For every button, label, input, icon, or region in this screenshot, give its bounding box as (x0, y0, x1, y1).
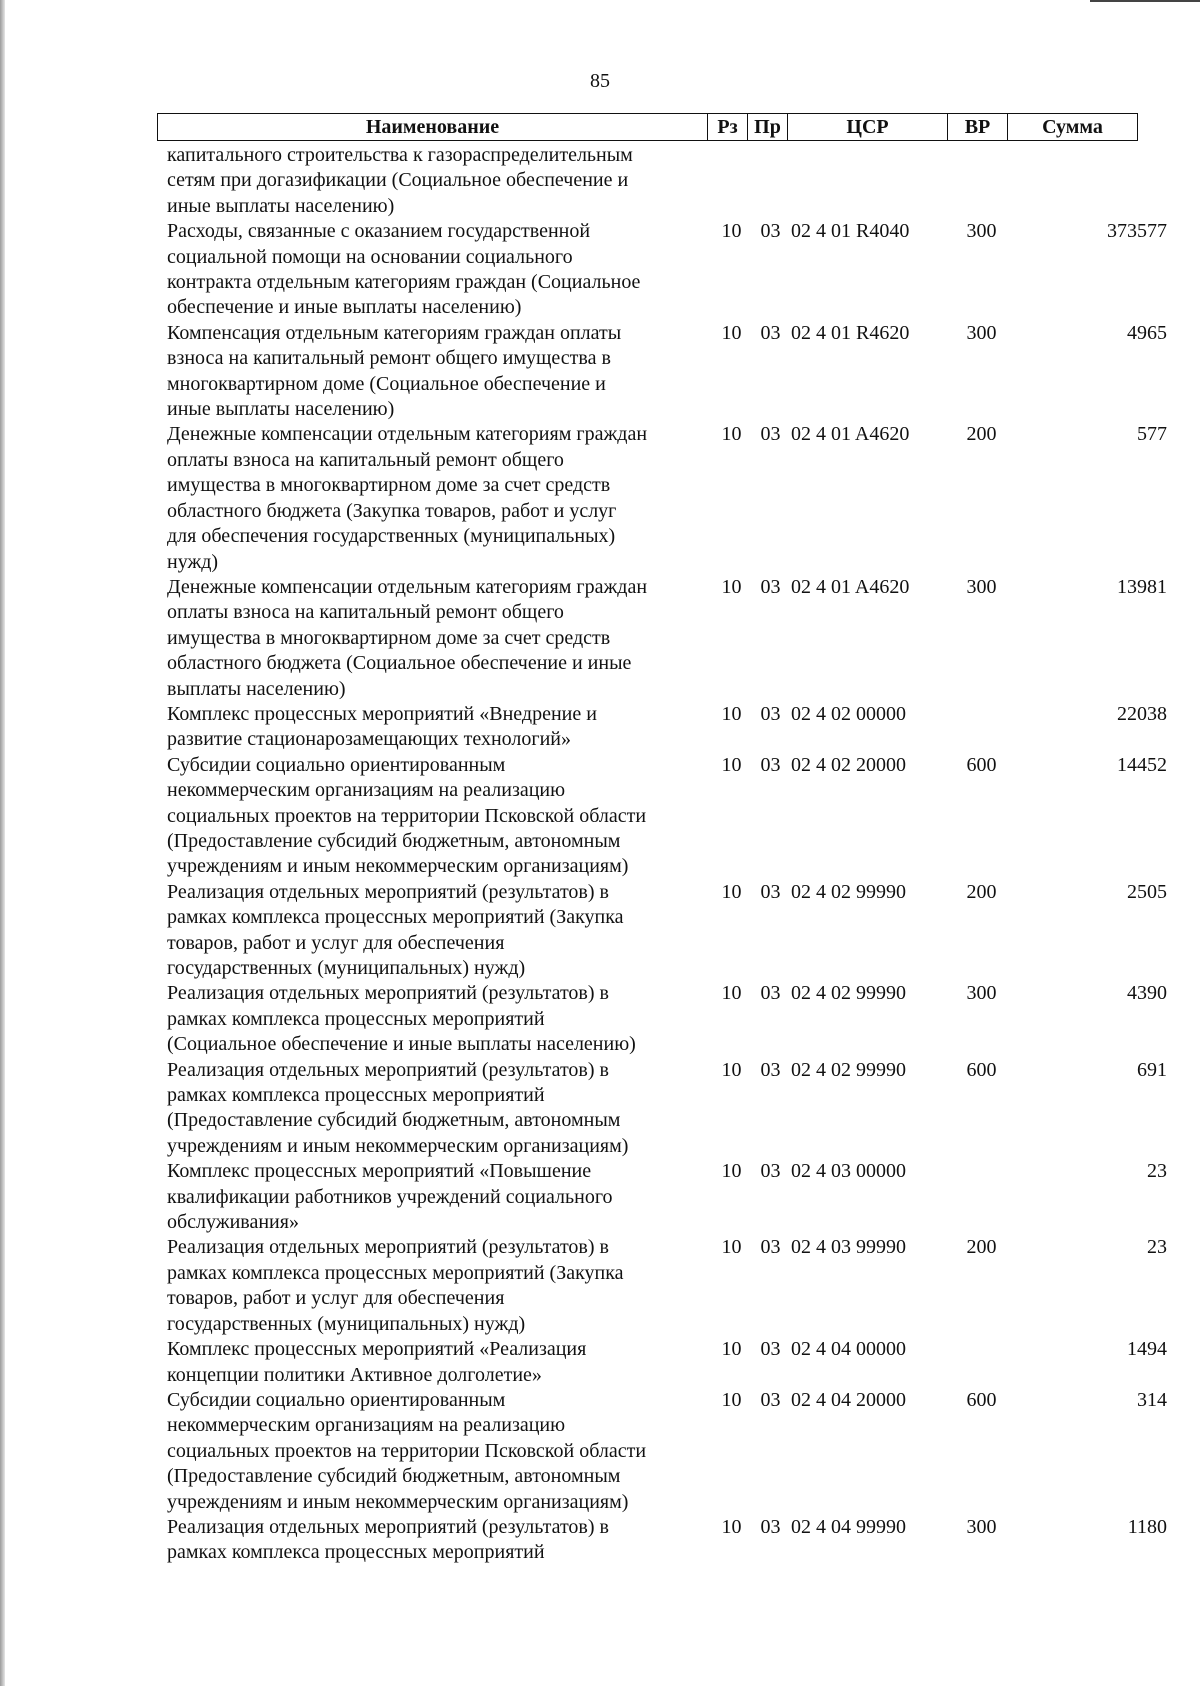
header-vr: ВР (948, 114, 1008, 141)
cell-vr: 200 (966, 1236, 997, 1259)
table-row (167, 422, 1167, 574)
header-name: Наименование (158, 114, 708, 141)
cell-csr: 02 4 01 A4620 (791, 575, 910, 598)
cell-pr: 03 (760, 880, 781, 903)
cell-name: Реализация отдельных мероприятий (результатов) в рамках комплекса процессных мероприятий (Закупка товаров, работ и услуг для обеспечения государственных (муниципальных) нужд) (167, 880, 624, 979)
cell-name: Реализация отдельных мероприятий (результатов) в рамках комплекса процессных мероприятий (Социальное обеспечение и иные выплаты населению) (167, 982, 636, 1056)
cell-pr: 03 (760, 321, 781, 344)
cell-rz: 10 (721, 423, 742, 446)
cell-csr: 02 4 04 20000 (791, 1388, 906, 1411)
cell-name: Комплекс процессных мероприятий «Повышение квалификации работников учреждений социального обслуживания» (167, 1160, 613, 1234)
cell-sum: 23 (1147, 1236, 1167, 1259)
cell-sum: 4390 (1127, 982, 1167, 1005)
cell-vr: 300 (966, 220, 997, 243)
cell-name: Субсидии социально ориентированным некоммерческим организациям на реализацию социальных проектов на территории Псковской области (Предоставление субсидий бюджетным, автономным учреждениям и иным некоммерческим организациям) (167, 1388, 647, 1513)
table-row (167, 575, 1167, 702)
cell-csr: 02 4 01 R4040 (791, 220, 910, 243)
cell-name: Реализация отдельных мероприятий (результатов) в рамках комплекса процессных мероприятий (Закупка товаров, работ и услуг для обеспечения государственных (муниципальных) нужд) (167, 1236, 624, 1335)
cell-vr: 600 (966, 1388, 997, 1411)
cell-rz: 10 (721, 1160, 742, 1183)
cell-pr: 03 (760, 753, 781, 776)
cell-sum: 691 (1137, 1058, 1167, 1081)
cell-pr: 03 (760, 423, 781, 446)
table-row (167, 880, 1167, 982)
table-row (167, 321, 1167, 423)
cell-pr: 03 (760, 1338, 781, 1361)
cell-csr: 02 4 01 A4620 (791, 423, 910, 446)
header-pr: Пр (748, 114, 788, 141)
table-row (167, 143, 1167, 219)
budget-table (167, 143, 1167, 1566)
table-row (167, 1235, 1167, 1337)
cell-pr: 03 (760, 1236, 781, 1259)
cell-sum: 23 (1147, 1160, 1167, 1183)
cell-name: Реализация отдельных мероприятий (результатов) в рамках комплекса процессных мероприятий (Предоставление субсидий бюджетным, автономным учреждениям и иным некоммерческим организациям) (167, 1058, 629, 1157)
cell-sum: 2505 (1127, 880, 1167, 903)
cell-rz (713, 143, 750, 219)
cell-vr (953, 1337, 1010, 1388)
cell-name: Компенсация отдельным категориям граждан оплаты взноса на капитальный ремонт общего имущества в многоквартирном доме (Социальное обеспечение и иные выплаты населению) (167, 321, 622, 421)
cell-rz: 10 (721, 1058, 742, 1081)
cell-csr: 02 4 03 99990 (791, 1236, 906, 1259)
cell-csr: 02 4 02 20000 (791, 753, 906, 776)
header-rz: Рз (708, 114, 748, 141)
cell-pr: 03 (760, 702, 781, 725)
cell-pr: 03 (760, 1388, 781, 1411)
cell-pr (750, 143, 791, 219)
cell-name: Расходы, связанные с оказанием государственной социальной помощи на основании социального контракта отдельным категориям граждан (Социальное обеспечение и иные выплаты населению) (167, 220, 641, 319)
cell-vr: 300 (966, 982, 997, 1005)
cell-rz: 10 (721, 702, 742, 725)
cell-name: Денежные компенсации отдельным категориям граждан оплаты взноса на капитальный ремонт общего имущества в многоквартирном доме за счет средств областного бюджета (Социальное обеспечение и иные выплаты населению) (167, 575, 648, 700)
cell-name: Субсидии социально ориентированным некоммерческим организациям на реализацию социальных проектов на территории Псковской области (Предоставление субсидий бюджетным, автономным учреждениям и иным некоммерческим организациям) (167, 753, 647, 878)
cell-vr (953, 702, 1010, 753)
table-header (157, 113, 1138, 141)
cell-vr: 300 (966, 1515, 997, 1538)
cell-csr: 02 4 04 00000 (791, 1338, 906, 1361)
cell-vr: 200 (966, 880, 997, 903)
cell-vr: 600 (966, 1058, 997, 1081)
cell-csr: 02 4 03 00000 (791, 1160, 906, 1183)
scan-top-line (1090, 0, 1200, 2)
cell-rz: 10 (721, 1236, 742, 1259)
cell-pr: 03 (760, 982, 781, 1005)
cell-rz: 10 (721, 880, 742, 903)
cell-sum: 314 (1137, 1388, 1167, 1411)
cell-rz: 10 (721, 982, 742, 1005)
table-row (167, 981, 1167, 1057)
cell-name: Комплекс процессных мероприятий «Внедрение и развитие стационарозамещающих технологий» (167, 702, 597, 751)
cell-vr (953, 143, 1010, 219)
table-row (167, 219, 1167, 321)
table-row (167, 1515, 1167, 1566)
cell-sum (1010, 143, 1167, 219)
cell-csr: 02 4 01 R4620 (791, 321, 910, 344)
cell-vr (953, 1159, 1010, 1235)
scan-edge (0, 0, 5, 1686)
cell-pr: 03 (760, 575, 781, 598)
table-row (167, 1159, 1167, 1235)
cell-rz: 10 (721, 1515, 742, 1538)
table-row (167, 702, 1167, 753)
table-row (167, 1337, 1167, 1388)
cell-sum: 14452 (1117, 753, 1167, 776)
cell-rz: 10 (721, 321, 742, 344)
cell-vr: 200 (966, 423, 997, 446)
page-number: 85 (590, 70, 610, 92)
cell-pr: 03 (760, 1058, 781, 1081)
header-row (158, 114, 1138, 141)
cell-pr: 03 (760, 1515, 781, 1538)
cell-sum: 1180 (1127, 1515, 1167, 1538)
cell-name: Денежные компенсации отдельным категориям граждан оплаты взноса на капитальный ремонт общего имущества в многоквартирном доме за счет средств областного бюджета (Закупка товаров, работ и услуг для обеспечения государственных (муниципальных) нужд) (167, 423, 648, 573)
cell-sum: 1494 (1127, 1338, 1167, 1361)
cell-name: Комплекс процессных мероприятий «Реализация концепции политики Активное долголетие» (167, 1338, 587, 1386)
cell-csr: 02 4 04 99990 (791, 1515, 906, 1538)
cell-name: капитального строительства к газораспределительным сетям при догазификации (Социальное обеспечение и иные выплаты населению) (167, 144, 633, 217)
cell-csr (791, 143, 953, 219)
cell-sum: 13981 (1117, 575, 1167, 598)
table-row (167, 1388, 1167, 1515)
cell-csr: 02 4 02 99990 (791, 880, 906, 903)
cell-vr: 300 (966, 575, 997, 598)
cell-vr: 600 (966, 753, 997, 776)
cell-sum: 22038 (1117, 702, 1167, 725)
cell-pr: 03 (760, 220, 781, 243)
cell-sum: 4965 (1127, 321, 1167, 344)
cell-csr: 02 4 02 00000 (791, 702, 906, 725)
cell-sum: 373577 (1107, 220, 1167, 243)
table-row (167, 753, 1167, 880)
cell-rz: 10 (721, 1388, 742, 1411)
cell-pr: 03 (760, 1160, 781, 1183)
header-csr: ЦСР (788, 114, 948, 141)
cell-csr: 02 4 02 99990 (791, 1058, 906, 1081)
table-row (167, 1058, 1167, 1160)
cell-name: Реализация отдельных мероприятий (результатов) в рамках комплекса процессных мероприятий (167, 1515, 609, 1564)
cell-sum: 577 (1137, 423, 1167, 446)
cell-rz: 10 (721, 753, 742, 776)
cell-rz: 10 (721, 220, 742, 243)
cell-csr: 02 4 02 99990 (791, 982, 906, 1005)
cell-rz: 10 (721, 1338, 742, 1361)
cell-rz: 10 (721, 575, 742, 598)
cell-vr: 300 (966, 321, 997, 344)
header-sum: Сумма (1008, 114, 1138, 141)
